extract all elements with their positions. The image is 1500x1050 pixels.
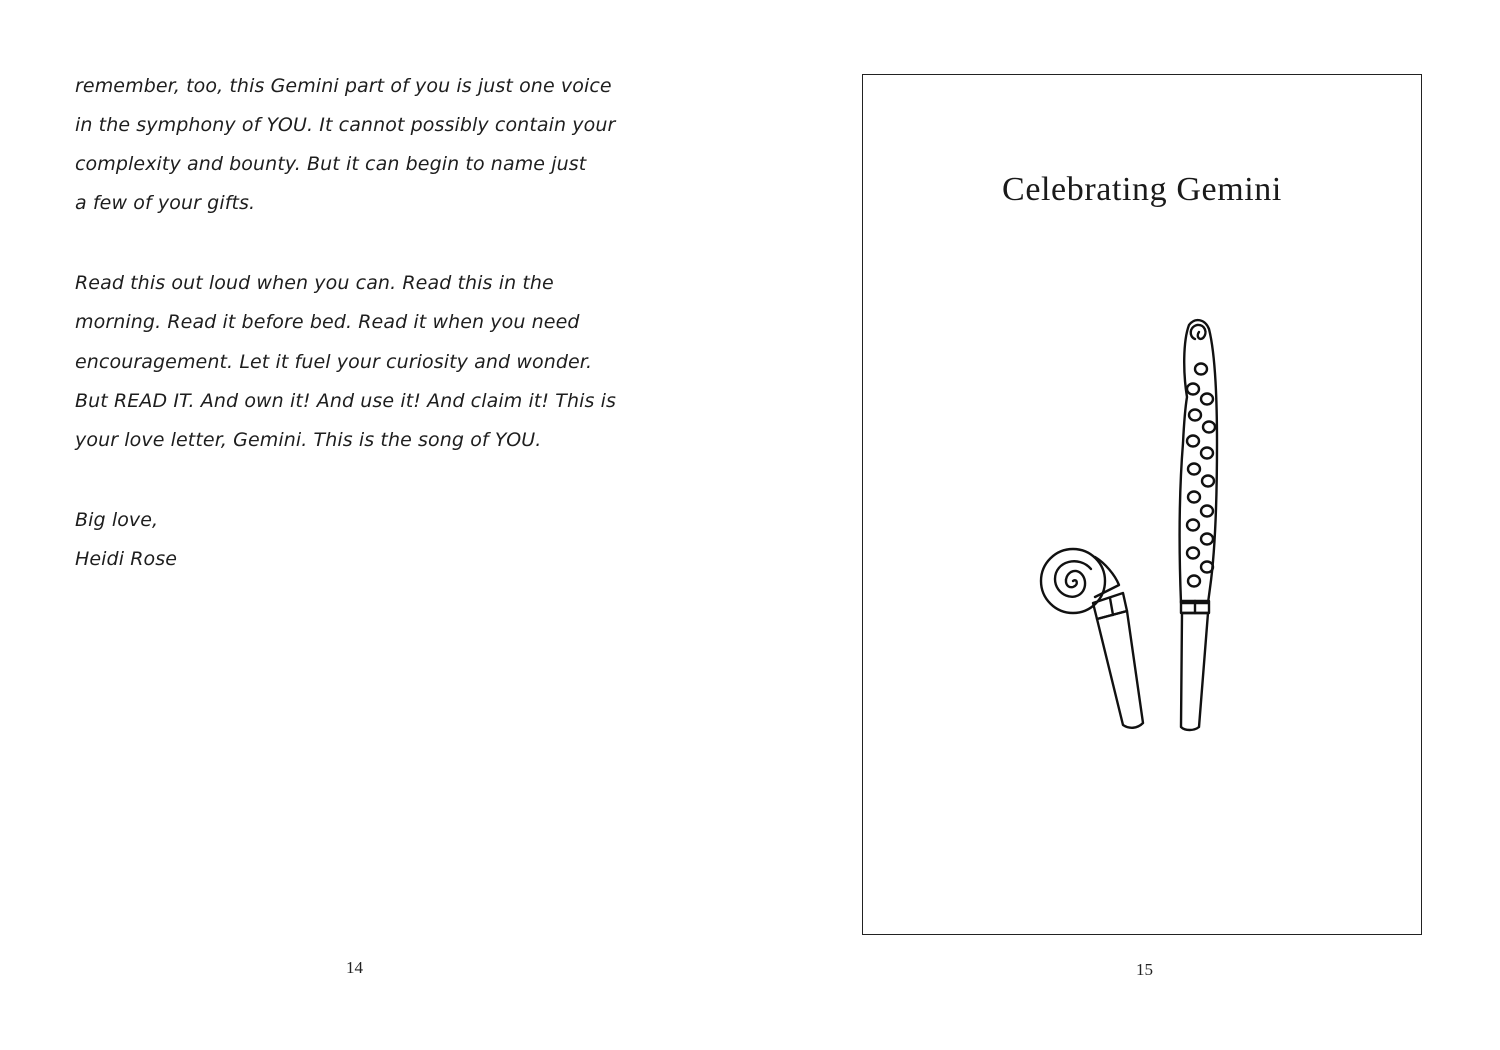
letter-line: a few of your gifts.	[75, 192, 256, 214]
letter-line: in the symphony of YOU. It cannot possibly contain your	[75, 114, 616, 136]
letter-line: morning. Read it before bed. Read it when you need	[75, 311, 580, 333]
letter-signature: Heidi Rose	[75, 548, 178, 570]
right-page	[750, 0, 1500, 1050]
letter-line: remember, too, this Gemini part of you is just one voice	[75, 75, 612, 97]
page-number-left: 14	[346, 958, 363, 977]
letter-line: complexity and bounty. But it can begin to name just	[75, 153, 587, 175]
party-blowers-icon	[1033, 313, 1263, 743]
letter-closing: Big love,	[75, 509, 159, 531]
letter-line: encouragement. Let it fuel your curiosity and wonder.	[75, 351, 593, 373]
chapter-title: Celebrating Gemini	[1002, 171, 1282, 208]
letter-line: But READ IT. And own it! And use it! And claim it! This is	[75, 390, 617, 412]
page-number-right: 15	[1136, 960, 1153, 979]
letter-line: Read this out loud when you can. Read this in the	[75, 272, 554, 294]
letter-line: your love letter, Gemini. This is the song of YOU.	[75, 429, 542, 451]
chapter-frame	[862, 74, 1422, 935]
